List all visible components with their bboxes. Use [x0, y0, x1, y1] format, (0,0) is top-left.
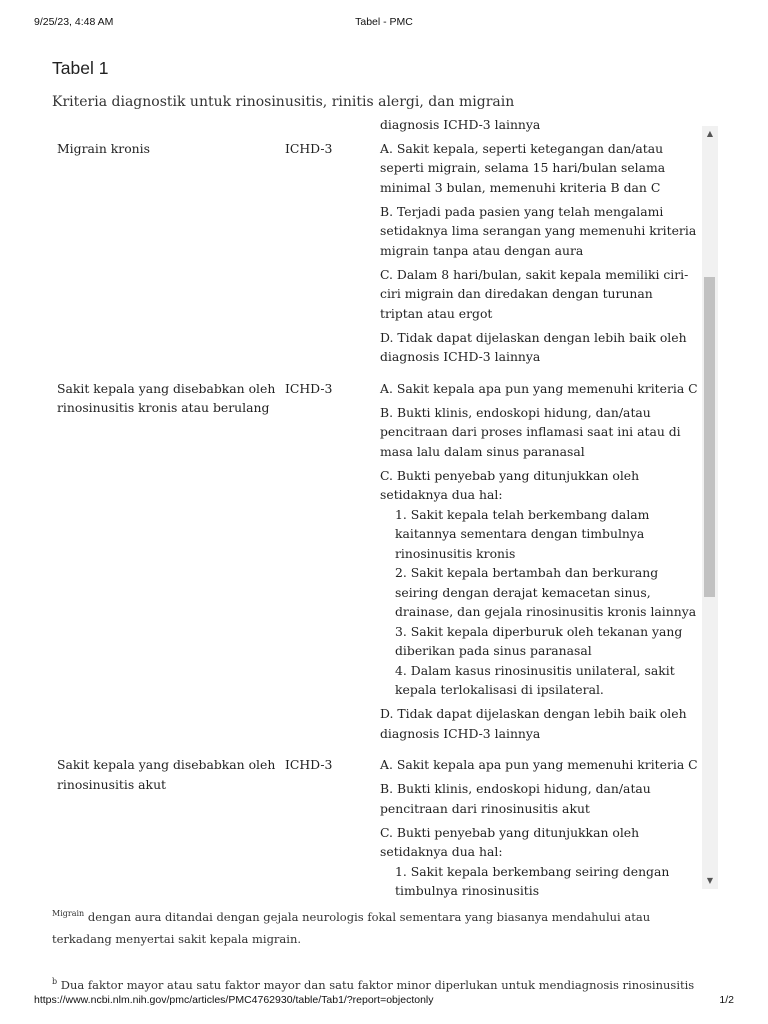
criteria-item: C. Bukti penyebab yang ditunjukkan oleh setidaknya dua hal:	[380, 824, 640, 859]
table-title: Tabel 1	[52, 58, 109, 78]
criteria-item: B. Bukti klinis, endoskopi hidung, dan/atau pencitraan dari rinosinusitis akut	[380, 781, 651, 816]
criteria-subitem: 1. Sakit kepala berkembang seiring dengan timbulnya rinosinusitis	[395, 863, 670, 898]
criteria-item: A. Sakit kepala apa pun yang memenuhi kriteria C	[380, 380, 698, 396]
criteria-item: D. Tidak dapat dijelaskan dengan lebih baik oleh diagnosis ICHD-3 lainnya	[380, 329, 687, 364]
print-page-number: 1/2	[719, 994, 734, 1006]
arrow-down-icon[interactable]: ▼	[706, 876, 714, 885]
footnote-a-text: dengan aura ditandai dengan gejala neurologis fokal sementara yang biasanya mendahului atau terkadang menyertai sakit kepala migrain.	[52, 910, 651, 946]
condition-cell: Migrain kronis	[57, 140, 150, 156]
condition-cell: Sakit kepala yang disebabkan oleh rinosinusitis kronis atau berulang	[57, 380, 276, 415]
criteria-subitem: 3. Sakit kepala diperburuk oleh tekanan yang diberikan pada sinus paranasal	[395, 623, 683, 658]
footnote-b-text: Dua faktor mayor atau satu faktor mayor dan satu faktor minor diperlukan untuk mendiagnosis rinosinusitis	[60, 978, 695, 992]
criteria-table	[52, 115, 702, 913]
criteria-cell	[375, 379, 702, 756]
footnote-b-marker: b	[52, 977, 58, 986]
criteria-item: C. Bukti penyebab yang ditunjukkan oleh setidaknya dua hal:	[380, 467, 640, 502]
criteria-subitem: 1. Sakit kepala telah berkembang dalam kaitannya sementara dengan timbulnya rinosinusitis kronis	[395, 506, 650, 561]
table-content	[52, 115, 702, 913]
print-datetime: 9/25/23, 4:48 AM	[34, 16, 114, 28]
print-url: https://www.ncbi.nlm.nih.gov/pmc/articles/PMC4762930/table/Tab1/?report=objectonly	[34, 994, 434, 1006]
criteria-item: B. Bukti klinis, endoskopi hidung, dan/atau pencitraan dari proses inflamasi saat ini atau di masa lalu dalam sinus paranasal	[380, 404, 681, 459]
criteria-cell	[375, 139, 702, 379]
table-row-cut	[52, 115, 702, 139]
criteria-item: C. Dalam 8 hari/bulan, sakit kepala memiliki ciri-ciri migrain dan diredakan dengan turunan triptan atau ergot	[380, 266, 689, 321]
condition-cell: Sakit kepala yang disebabkan oleh rinosinusitis akut	[57, 757, 276, 792]
criteria-subitem: 2. Sakit kepala bertambah dan berkurang seiring dengan derajat kemacetan sinus, drainase, dan gejala rinosinusitis kronis lainnya	[395, 565, 697, 619]
table-row	[52, 755, 702, 913]
table-footnotes	[52, 906, 712, 996]
table-row	[52, 379, 702, 756]
scrollbar-thumb[interactable]	[704, 277, 715, 597]
source-cell: ICHD-3	[285, 140, 333, 156]
source-cell: ICHD-3	[285, 380, 333, 396]
criteria-item: D. Tidak dapat dijelaskan dengan lebih baik oleh diagnosis ICHD-3 lainnya	[380, 706, 687, 741]
criteria-cell	[375, 755, 702, 913]
footnote-a	[52, 906, 712, 950]
criteria-item: B. Terjadi pada pasien yang telah mengalami setidaknya lima serangan yang memenuhi kriteria migrain tanpa atau dengan aura	[380, 203, 697, 258]
table-scroll-region[interactable]	[52, 117, 718, 898]
criteria-text: diagnosis ICHD-3 lainnya	[380, 117, 541, 132]
criteria-item: A. Sakit kepala, seperti ketegangan dan/atau seperti migrain, selama 15 hari/bulan selama minimal 3 bulan, memenuhi kriteria B dan C	[380, 140, 666, 195]
footnote-a-marker: Migrain	[52, 909, 85, 918]
table-caption: Kriteria diagnostik untuk rinosinusitis, rinitis alergi, dan migrain	[52, 94, 515, 110]
table-row	[52, 139, 702, 379]
footnote-b	[52, 974, 712, 996]
table-scrollbar[interactable]	[702, 126, 718, 889]
criteria-subitem: 4. Dalam kasus rinosinusitis unilateral, sakit kepala terlokalisasi di ipsilateral.	[395, 662, 675, 697]
source-cell: ICHD-3	[285, 757, 333, 772]
print-page-title: Tabel - PMC	[355, 16, 413, 28]
arrow-up-icon[interactable]: ▲	[706, 129, 714, 138]
criteria-item: A. Sakit kepala apa pun yang memenuhi kriteria C	[380, 757, 698, 772]
